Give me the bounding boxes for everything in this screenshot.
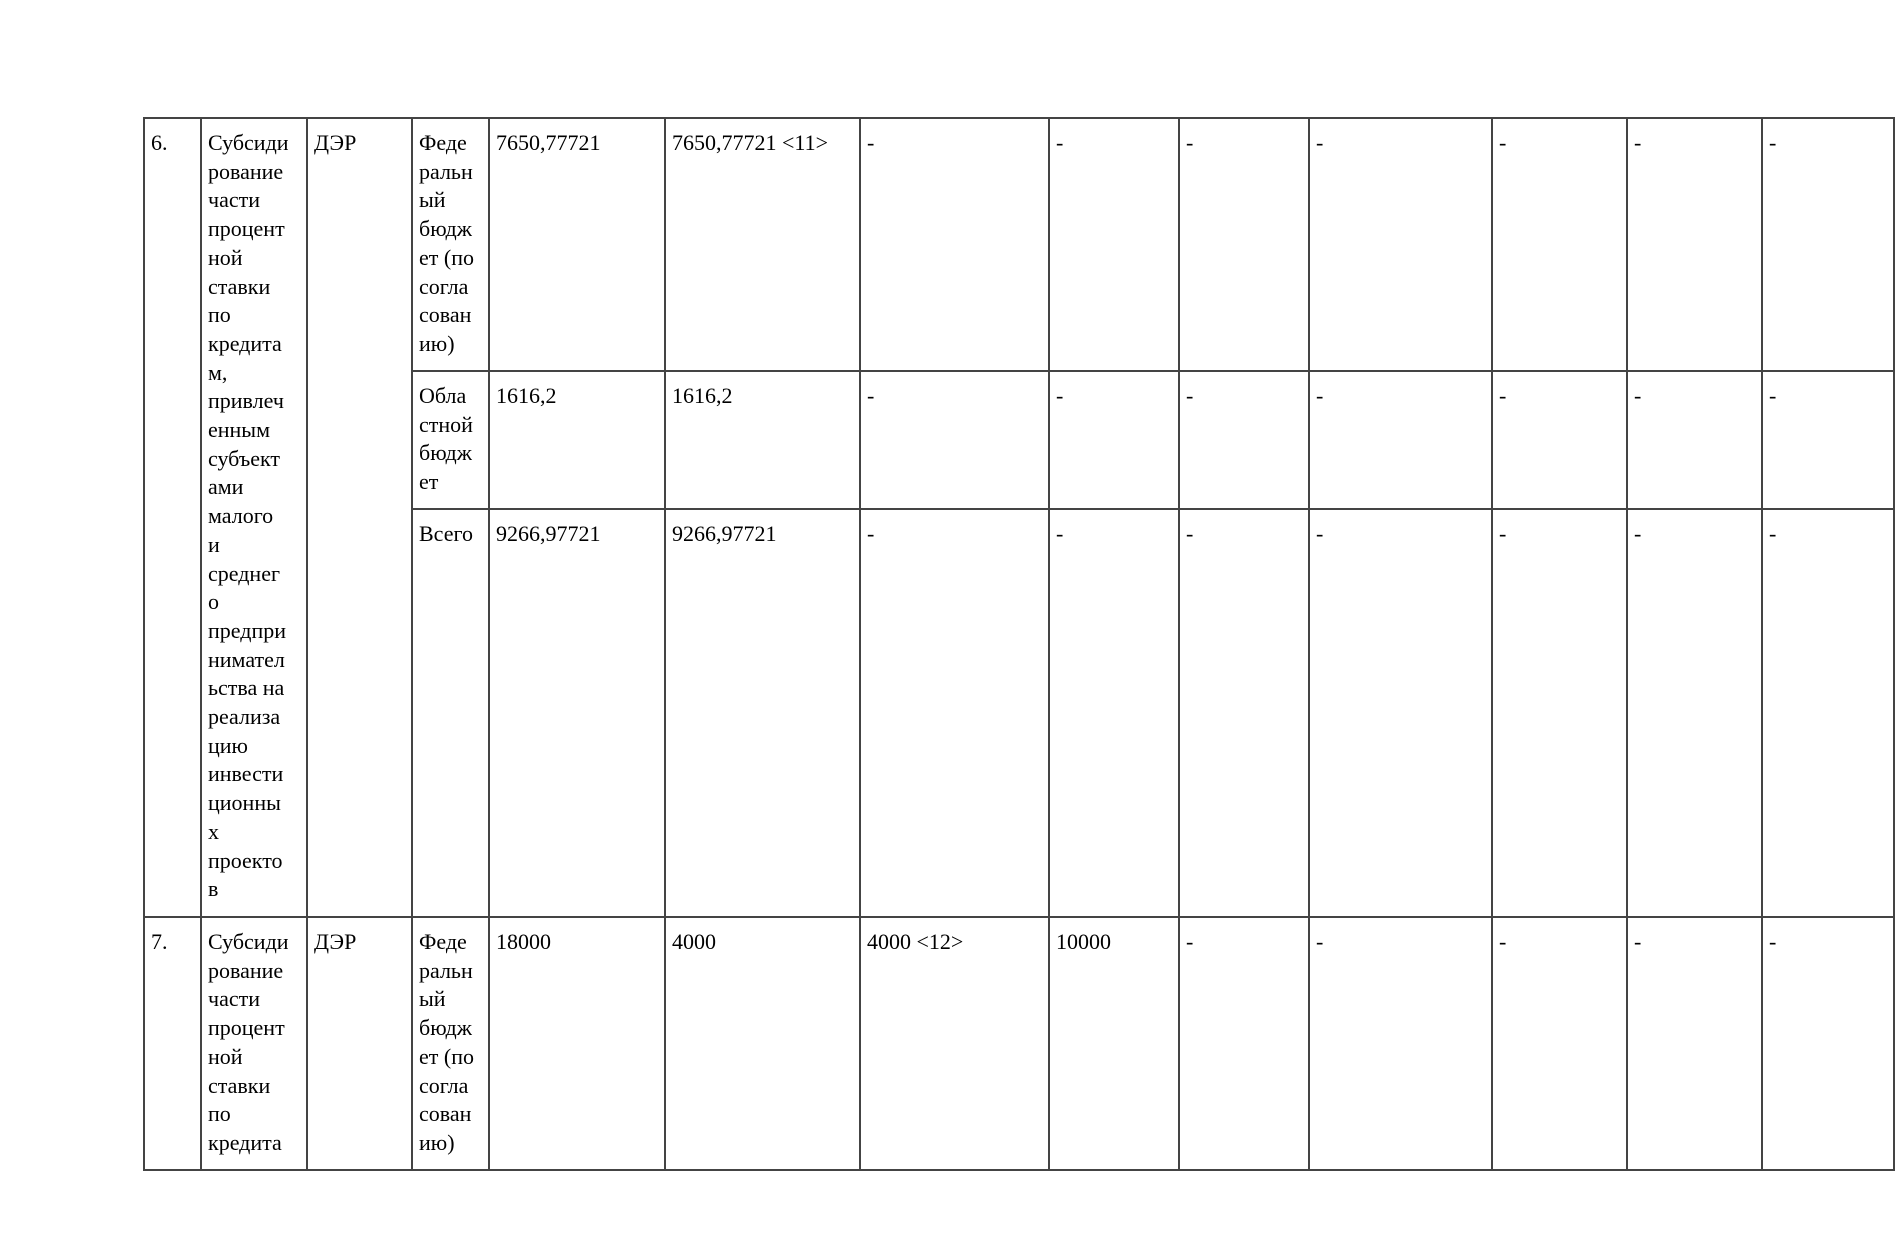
description-line: м,: [208, 359, 228, 385]
year-value: -: [1186, 383, 1194, 408]
year-cell: [1309, 917, 1492, 1170]
year-value: 1616,2: [672, 383, 733, 408]
source-line: ый: [419, 187, 446, 213]
source-cell: [412, 371, 489, 509]
description-line: ами: [208, 474, 244, 500]
source-line: бюдж: [419, 1015, 472, 1041]
year-cell: [1627, 118, 1762, 371]
description-line: ной: [208, 244, 243, 270]
total-cell: [489, 371, 665, 509]
year-value: -: [1769, 383, 1777, 408]
executor-cell: [307, 118, 412, 917]
year-value: -: [1769, 929, 1777, 954]
total-value: 1616,2: [496, 383, 557, 408]
description-line: Субсиди: [208, 929, 289, 954]
source-line: Феде: [419, 130, 467, 155]
description-text: [208, 928, 300, 1158]
source-line: ет (по: [419, 244, 474, 270]
source-line: ет (по: [419, 1043, 474, 1069]
year-value: -: [867, 521, 875, 546]
year-cell: [860, 371, 1049, 509]
year-value: -: [1634, 130, 1642, 155]
total-cell: [489, 917, 665, 1170]
row-number-cell: [144, 917, 201, 1170]
year-value: -: [1316, 383, 1324, 408]
year-value: -: [1769, 521, 1777, 546]
year-cell: [1049, 118, 1179, 371]
year-value: -: [1316, 929, 1324, 954]
year-value: -: [1499, 521, 1507, 546]
year-value: -: [1634, 383, 1642, 408]
source-line: Феде: [419, 929, 467, 954]
year-value: -: [1056, 383, 1064, 408]
description-cell: [201, 118, 307, 917]
year-cell: [1627, 371, 1762, 509]
year-cell: [1627, 509, 1762, 917]
year-value: -: [1316, 130, 1324, 155]
source-line: ральн: [419, 158, 473, 184]
year-cell: [860, 917, 1049, 1170]
description-line: ьства на: [208, 675, 285, 701]
row-number-cell: [144, 118, 201, 917]
description-line: Субсиди: [208, 130, 289, 155]
year-cell: [1762, 917, 1894, 1170]
description-cell: [201, 917, 307, 1170]
year-cell: [1179, 371, 1309, 509]
description-line: рование: [208, 957, 284, 983]
description-line: реализа: [208, 704, 281, 730]
year-value: -: [1056, 521, 1064, 546]
description-line: ставки: [208, 273, 271, 299]
source-line: ральн: [419, 957, 473, 983]
year-cell: [1309, 509, 1492, 917]
source-line: стной: [419, 411, 473, 437]
year-cell: [1492, 917, 1627, 1170]
year-cell: [860, 509, 1049, 917]
source-line: сован: [419, 1101, 472, 1127]
description-line: предпри: [208, 617, 286, 643]
total-value: 18000: [496, 929, 551, 954]
year-cell: [1179, 509, 1309, 917]
description-line: части: [208, 187, 260, 213]
year-value: -: [1186, 929, 1194, 954]
description-line: процент: [208, 1015, 285, 1041]
year-value: -: [1186, 521, 1194, 546]
year-value: -: [867, 130, 875, 155]
description-line: ставки: [208, 1072, 271, 1098]
year-cell: [1309, 118, 1492, 371]
year-value: 4000: [672, 929, 716, 954]
year-cell: [665, 917, 860, 1170]
description-line: ционны: [208, 790, 281, 816]
table-row: [144, 917, 1894, 1170]
description-line: енным: [208, 417, 271, 443]
description-line: х: [208, 818, 219, 844]
year-value: -: [1499, 130, 1507, 155]
year-cell: [1627, 917, 1762, 1170]
year-value: -: [867, 383, 875, 408]
executor: ДЭР: [314, 929, 357, 954]
year-cell: [665, 118, 860, 371]
year-cell: [1762, 509, 1894, 917]
description-line: в: [208, 876, 219, 902]
total-value: 9266,97721: [496, 521, 601, 546]
year-cell: [1492, 118, 1627, 371]
year-value: 7650,77721 <11>: [672, 130, 828, 155]
description-line: части: [208, 986, 260, 1012]
year-value: -: [1186, 130, 1194, 155]
description-line: по: [208, 302, 231, 328]
year-value: 9266,97721: [672, 521, 777, 546]
year-cell: [665, 371, 860, 509]
total-value: 7650,77721: [496, 130, 601, 155]
description-line: о: [208, 589, 219, 615]
total-cell: [489, 509, 665, 917]
year-value: -: [1056, 130, 1064, 155]
description-line: процент: [208, 216, 285, 242]
source-line: бюдж: [419, 216, 472, 242]
year-cell: [1492, 509, 1627, 917]
row-number: 7.: [151, 929, 168, 954]
source-cell: [412, 917, 489, 1170]
year-cell: [665, 509, 860, 917]
year-value: 10000: [1056, 929, 1111, 954]
description-line: кредита: [208, 1129, 282, 1155]
year-cell: [1049, 917, 1179, 1170]
description-line: по: [208, 1101, 231, 1127]
description-text: [208, 129, 300, 904]
description-line: ной: [208, 1043, 243, 1069]
year-value: -: [1769, 130, 1777, 155]
budget-table: [143, 117, 1895, 1171]
year-value: -: [1634, 521, 1642, 546]
year-value: -: [1499, 383, 1507, 408]
source-line: ию): [419, 1129, 455, 1155]
year-value: -: [1499, 929, 1507, 954]
description-line: нимател: [208, 646, 285, 672]
executor-cell: [307, 917, 412, 1170]
description-line: инвести: [208, 761, 284, 787]
description-line: привлеч: [208, 388, 284, 414]
source-line: согла: [419, 273, 469, 299]
year-value: -: [1634, 929, 1642, 954]
total-cell: [489, 118, 665, 371]
executor: ДЭР: [314, 130, 357, 155]
year-value: -: [1316, 521, 1324, 546]
description-line: среднег: [208, 560, 280, 586]
source-line: Обла: [419, 383, 467, 408]
year-cell: [1049, 509, 1179, 917]
source-cell: [412, 509, 489, 917]
source-line: сован: [419, 302, 472, 328]
description-line: проекто: [208, 847, 283, 873]
description-line: кредита: [208, 330, 282, 356]
description-line: рование: [208, 158, 284, 184]
year-cell: [1762, 371, 1894, 509]
year-cell: [1309, 371, 1492, 509]
year-cell: [1762, 118, 1894, 371]
source-line: бюдж: [419, 440, 472, 466]
year-cell: [1049, 371, 1179, 509]
source-line: согла: [419, 1072, 469, 1098]
year-cell: [860, 118, 1049, 371]
source-line: ый: [419, 986, 446, 1012]
row-number: 6.: [151, 130, 168, 155]
source-line: ию): [419, 330, 455, 356]
description-line: и: [208, 531, 220, 557]
description-line: субъект: [208, 445, 280, 471]
year-cell: [1179, 118, 1309, 371]
year-cell: [1492, 371, 1627, 509]
table-row: [144, 118, 1894, 371]
year-value: 4000 <12>: [867, 929, 964, 954]
source-line: ет: [419, 469, 439, 495]
year-cell: [1179, 917, 1309, 1170]
description-line: малого: [208, 503, 274, 529]
source-line: Всего: [419, 521, 473, 546]
source-cell: [412, 118, 489, 371]
description-line: цию: [208, 732, 248, 758]
